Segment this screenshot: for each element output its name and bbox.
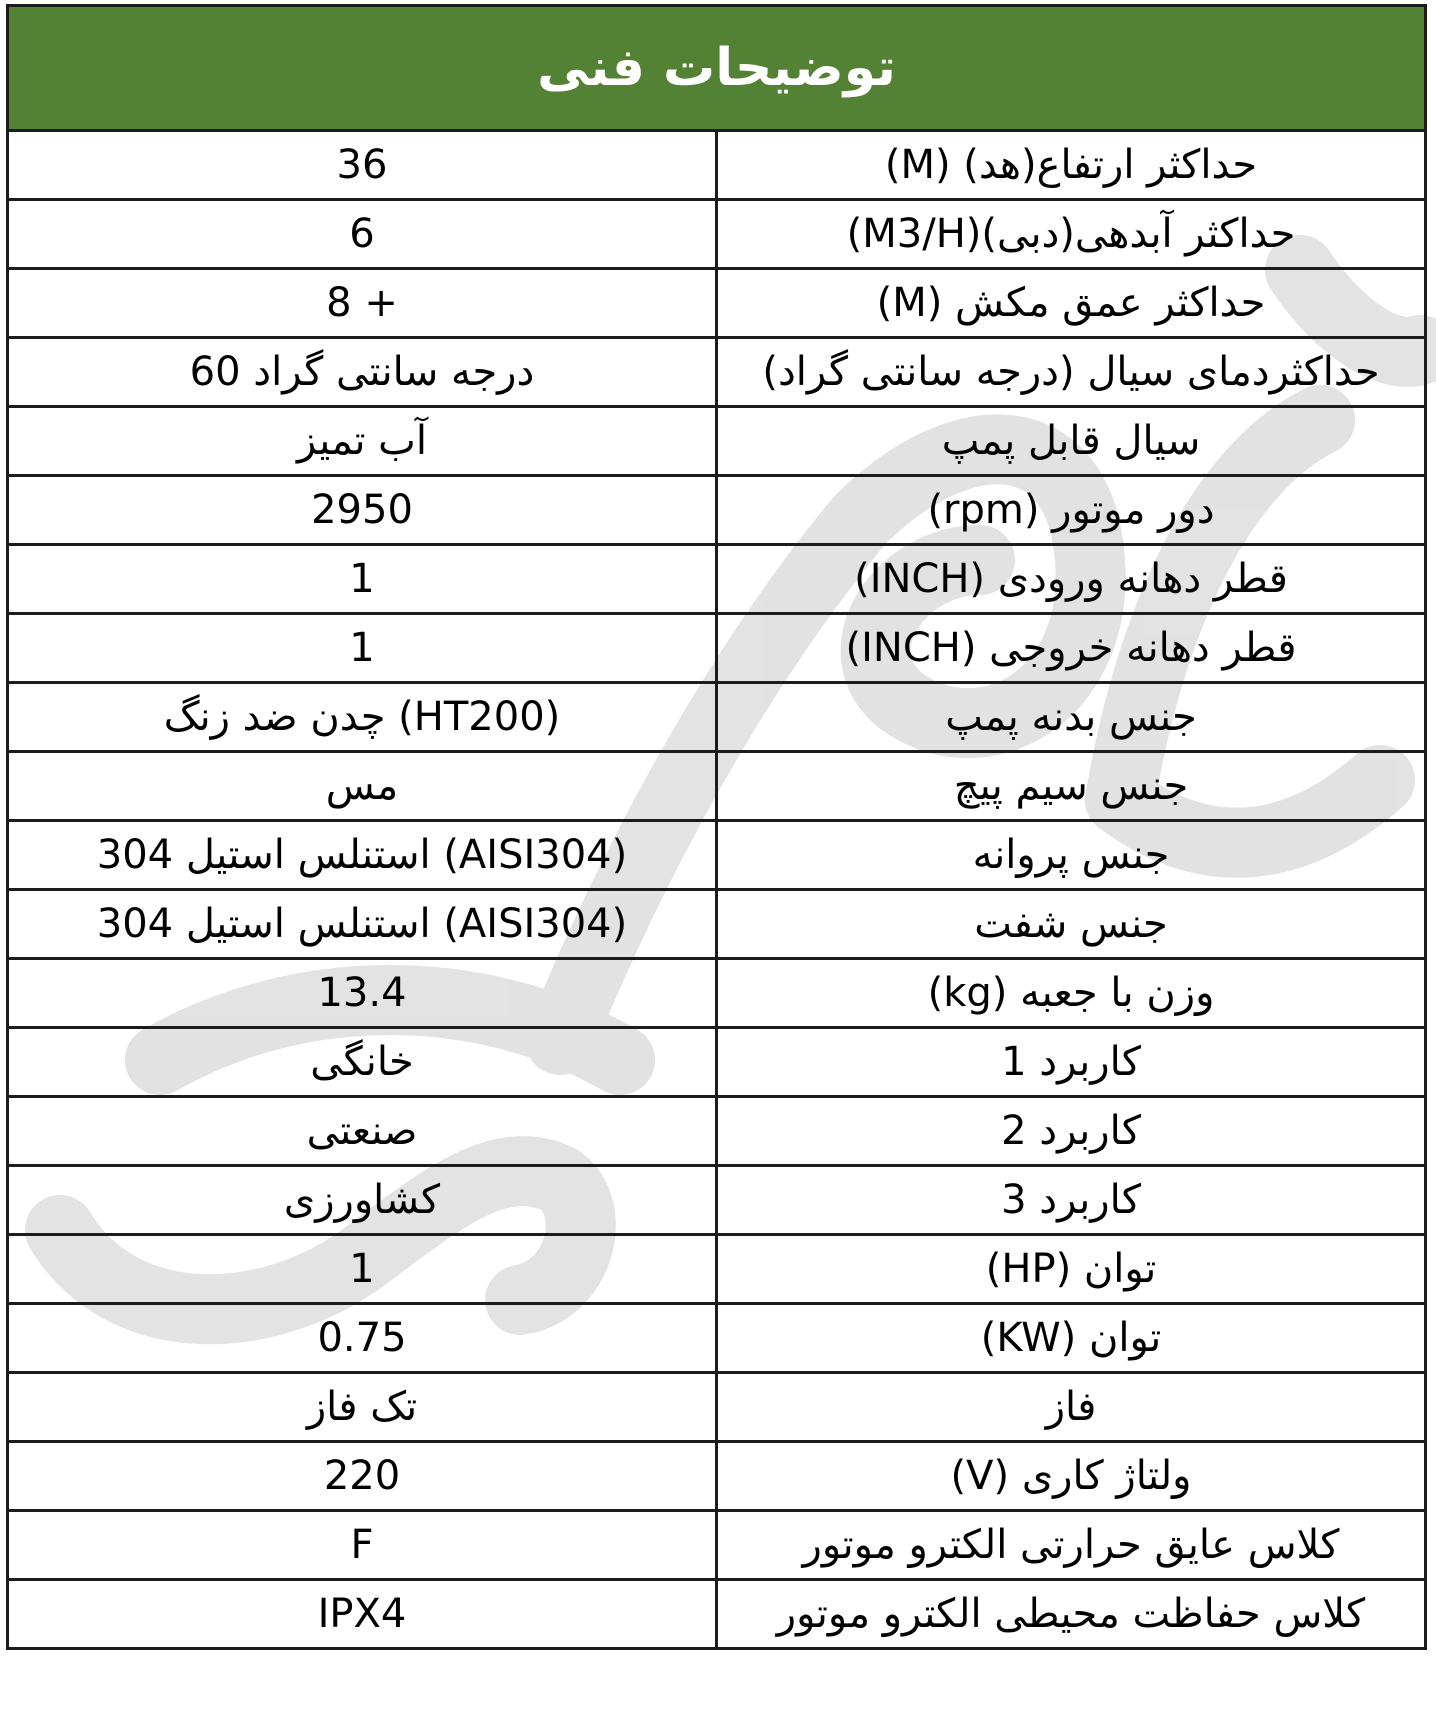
page-title: توضیحات فنی — [8, 6, 1426, 131]
spec-value: 2950 — [8, 476, 717, 545]
spec-label: جنس شفت — [717, 890, 1426, 959]
table-row — [8, 614, 1426, 683]
spec-label: سیال قابل پمپ — [717, 407, 1426, 476]
spec-value: 220 — [8, 1442, 717, 1511]
spec-value: استنلس استیل 304 (AISI304) — [8, 821, 717, 890]
spec-label: کاربرد 3 — [717, 1166, 1426, 1235]
spec-value: 1 — [8, 1235, 717, 1304]
table-row — [8, 545, 1426, 614]
table-row — [8, 200, 1426, 269]
table-row — [8, 131, 1426, 200]
table-row — [8, 821, 1426, 890]
spec-value: F — [8, 1511, 717, 1580]
spec-label: کلاس حفاظت محیطی الکترو موتور — [717, 1580, 1426, 1649]
spec-value: 1 — [8, 614, 717, 683]
table-row — [8, 269, 1426, 338]
spec-label: کلاس عایق حرارتی الکترو موتور — [717, 1511, 1426, 1580]
spec-label: حداکثر آبدهی(دبی)(M3/H) — [717, 200, 1426, 269]
spec-label: قطر دهانه ورودی (INCH) — [717, 545, 1426, 614]
spec-table — [6, 4, 1427, 1650]
spec-value: 8 + — [8, 269, 717, 338]
spec-value: خانگی — [8, 1028, 717, 1097]
table-row — [8, 1028, 1426, 1097]
table-row — [8, 1442, 1426, 1511]
table-row — [8, 1511, 1426, 1580]
spec-label: کاربرد 2 — [717, 1097, 1426, 1166]
spec-label: قطر دهانه خروجی (INCH) — [717, 614, 1426, 683]
table-row — [8, 1097, 1426, 1166]
spec-value: کشاورزی — [8, 1166, 717, 1235]
spec-label: کاربرد 1 — [717, 1028, 1426, 1097]
spec-value: استنلس استیل 304 (AISI304) — [8, 890, 717, 959]
spec-value: مس — [8, 752, 717, 821]
table-row — [8, 1235, 1426, 1304]
table-row — [8, 407, 1426, 476]
spec-value: 1 — [8, 545, 717, 614]
spec-value: 6 — [8, 200, 717, 269]
spec-value: 13.4 — [8, 959, 717, 1028]
spec-value: چدن ضد زنگ (HT200) — [8, 683, 717, 752]
spec-value: 60 درجه سانتی گراد — [8, 338, 717, 407]
table-row — [8, 338, 1426, 407]
spec-label: حداکثردمای سیال (درجه سانتی گراد) — [717, 338, 1426, 407]
spec-value: تک فاز — [8, 1373, 717, 1442]
table-row — [8, 476, 1426, 545]
table-row — [8, 959, 1426, 1028]
spec-label: دور موتور (rpm) — [717, 476, 1426, 545]
spec-label: حداکثر ارتفاع(هد) (M) — [717, 131, 1426, 200]
spec-value: IPX4 — [8, 1580, 717, 1649]
spec-value: آب تمیز — [8, 407, 717, 476]
spec-value: 36 — [8, 131, 717, 200]
spec-label: فاز — [717, 1373, 1426, 1442]
table-row — [8, 752, 1426, 821]
spec-value: 0.75 — [8, 1304, 717, 1373]
spec-value: صنعتی — [8, 1097, 717, 1166]
spec-label: جنس پروانه — [717, 821, 1426, 890]
spec-label: وزن با جعبه (kg) — [717, 959, 1426, 1028]
spec-label: توان (KW) — [717, 1304, 1426, 1373]
table-row — [8, 683, 1426, 752]
spec-rows — [8, 131, 1426, 1649]
spec-label: حداکثر عمق مکش (M) — [717, 269, 1426, 338]
spec-label: توان (HP) — [717, 1235, 1426, 1304]
spec-label: جنس سیم پیچ — [717, 752, 1426, 821]
table-row — [8, 1373, 1426, 1442]
spec-label: ولتاژ کاری (V) — [717, 1442, 1426, 1511]
table-row — [8, 1304, 1426, 1373]
table-row — [8, 890, 1426, 959]
table-row — [8, 1580, 1426, 1649]
spec-label: جنس بدنه پمپ — [717, 683, 1426, 752]
table-row — [8, 1166, 1426, 1235]
